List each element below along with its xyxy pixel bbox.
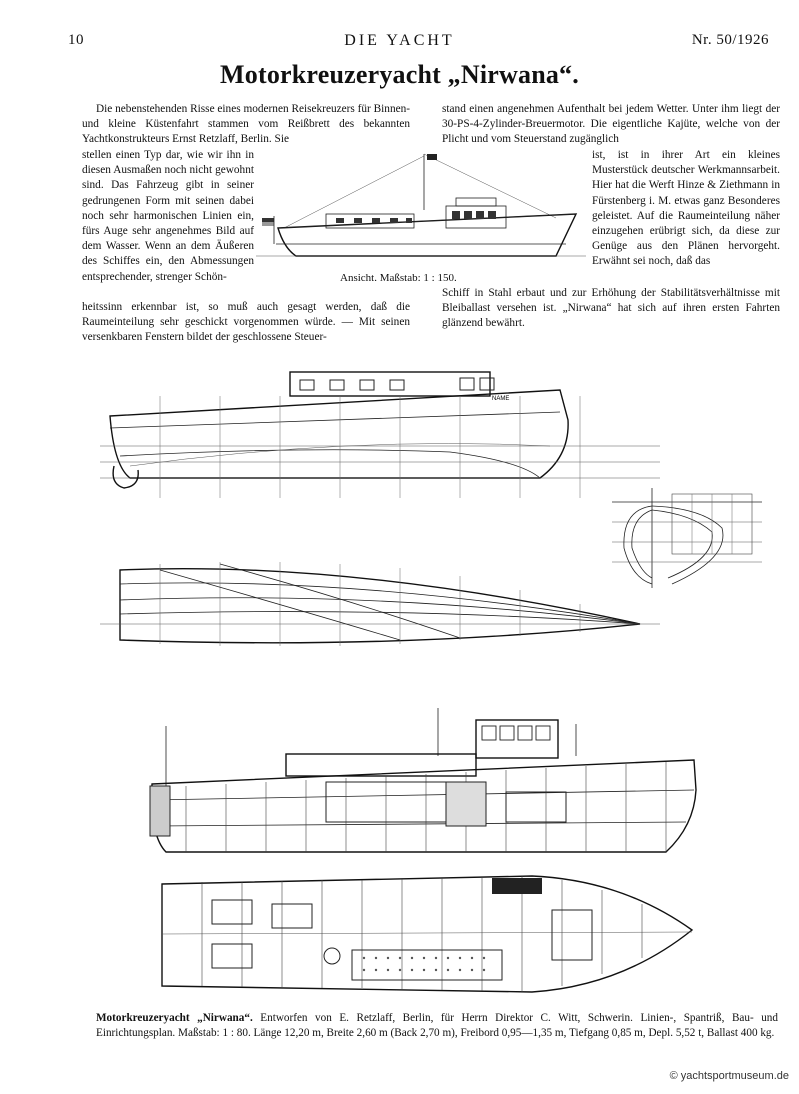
article-text-left-bottom: heitssinn erkennbar ist, so muß auch gesagt werden, daß die Raumeinteilung sehr geschickt vorgenommen würde. — Mit seinen versenkbaren Fenstern bildet der geschlossene Steuer- — [82, 301, 410, 344]
lines-plan-profile — [100, 366, 700, 498]
page-number: 10 — [68, 32, 84, 48]
small-elevation-drawing — [256, 148, 586, 270]
figure-caption-lead: Motorkreuzeryacht „Nirwana“. — [96, 1012, 253, 1024]
construction-plan-deck — [152, 870, 698, 1000]
figure-caption — [96, 1011, 778, 1041]
journal-name: DIE YACHT — [344, 32, 455, 49]
figure-caption-text: Entworfen von E. Retzlaff, Berlin, für Herrn Direktor C. Witt, Schwerin. Linien-, Spantriß, Bau- und Einrichtungsplan. Maßstab: 1 : 80. Länge 12,20 m, Breite 2,60 m (Back 2,70 m), Freibord 0,95—1,35 m, Tiefgang 0,85 m, Depl. 5,52 t, Ballast 400 kg. — [96, 1012, 778, 1039]
construction-plan-profile — [146, 706, 708, 866]
article-text-right-narrow: ist, ist in ihrer Art ein kleines Musterstück deutscher Werkmannsarbeit. Hier hat die Werft Hinze & Ziethmann in Fürstenberg i. M. etwas ganz Besonderes geleistet. Auf die Raumeinteilung näher einzugehen erübrigt sich, da diese zur Genüge aus den Plänen hervorgeht. Erwähnt sei noch, daß das — [592, 149, 780, 268]
hull-name-label: NAME — [492, 396, 510, 402]
article-text-left-narrow: stellen einen Typ dar, wie wir ihn in diesen Ausmaßen noch nicht gewohnt sind. Das Fahrzeug gibt in seiner gedrungenen Form mit seinen dabei noch sehr harmonischen Linien ein, fürs Auge sehr angenehmes Bild auf dem Wasser. Wenn an dem Äußeren des Schiffes ein, den Abmessungen entsprechender, strenger Schön- — [82, 149, 254, 283]
article-text-right-top: stand einen angenehmen Aufenthalt bei jedem Wetter. Unter ihm liegt der 30-PS-4-Zylinder-Breuermotor. Die eigentliche Kajüte, welche von der Plicht und vom Steuerstand zugänglich — [442, 103, 780, 146]
article-text-left-top: Die nebenstehenden Risse eines modernen Reisekreuzers für Binnen- und kleine Küstenfahrt stammen vom Reißbrett des bekannten Yachtkonstrukteurs Ernst Retzlaff, Berlin. Sie — [82, 103, 410, 146]
article-text-right-bottom: Schiff in Stahl erbaut und zur Erhöhung der Stabilitätsverhältnisse mit Bleiballast versehen ist. „Nirwana“ hat sich auf ihren ersten Fahrten glänzend bewährt. — [442, 287, 780, 330]
lines-plan-half-breadth — [100, 540, 660, 660]
small-figure-caption: Ansicht. Maßstab: 1 : 150. — [340, 272, 457, 284]
article-title: Motorkreuzeryacht „Nirwana“. — [220, 60, 579, 89]
copyright-watermark: © yachtsportmuseum.de — [669, 1070, 789, 1082]
issue-number: Nr. 50/1926 — [691, 32, 769, 48]
